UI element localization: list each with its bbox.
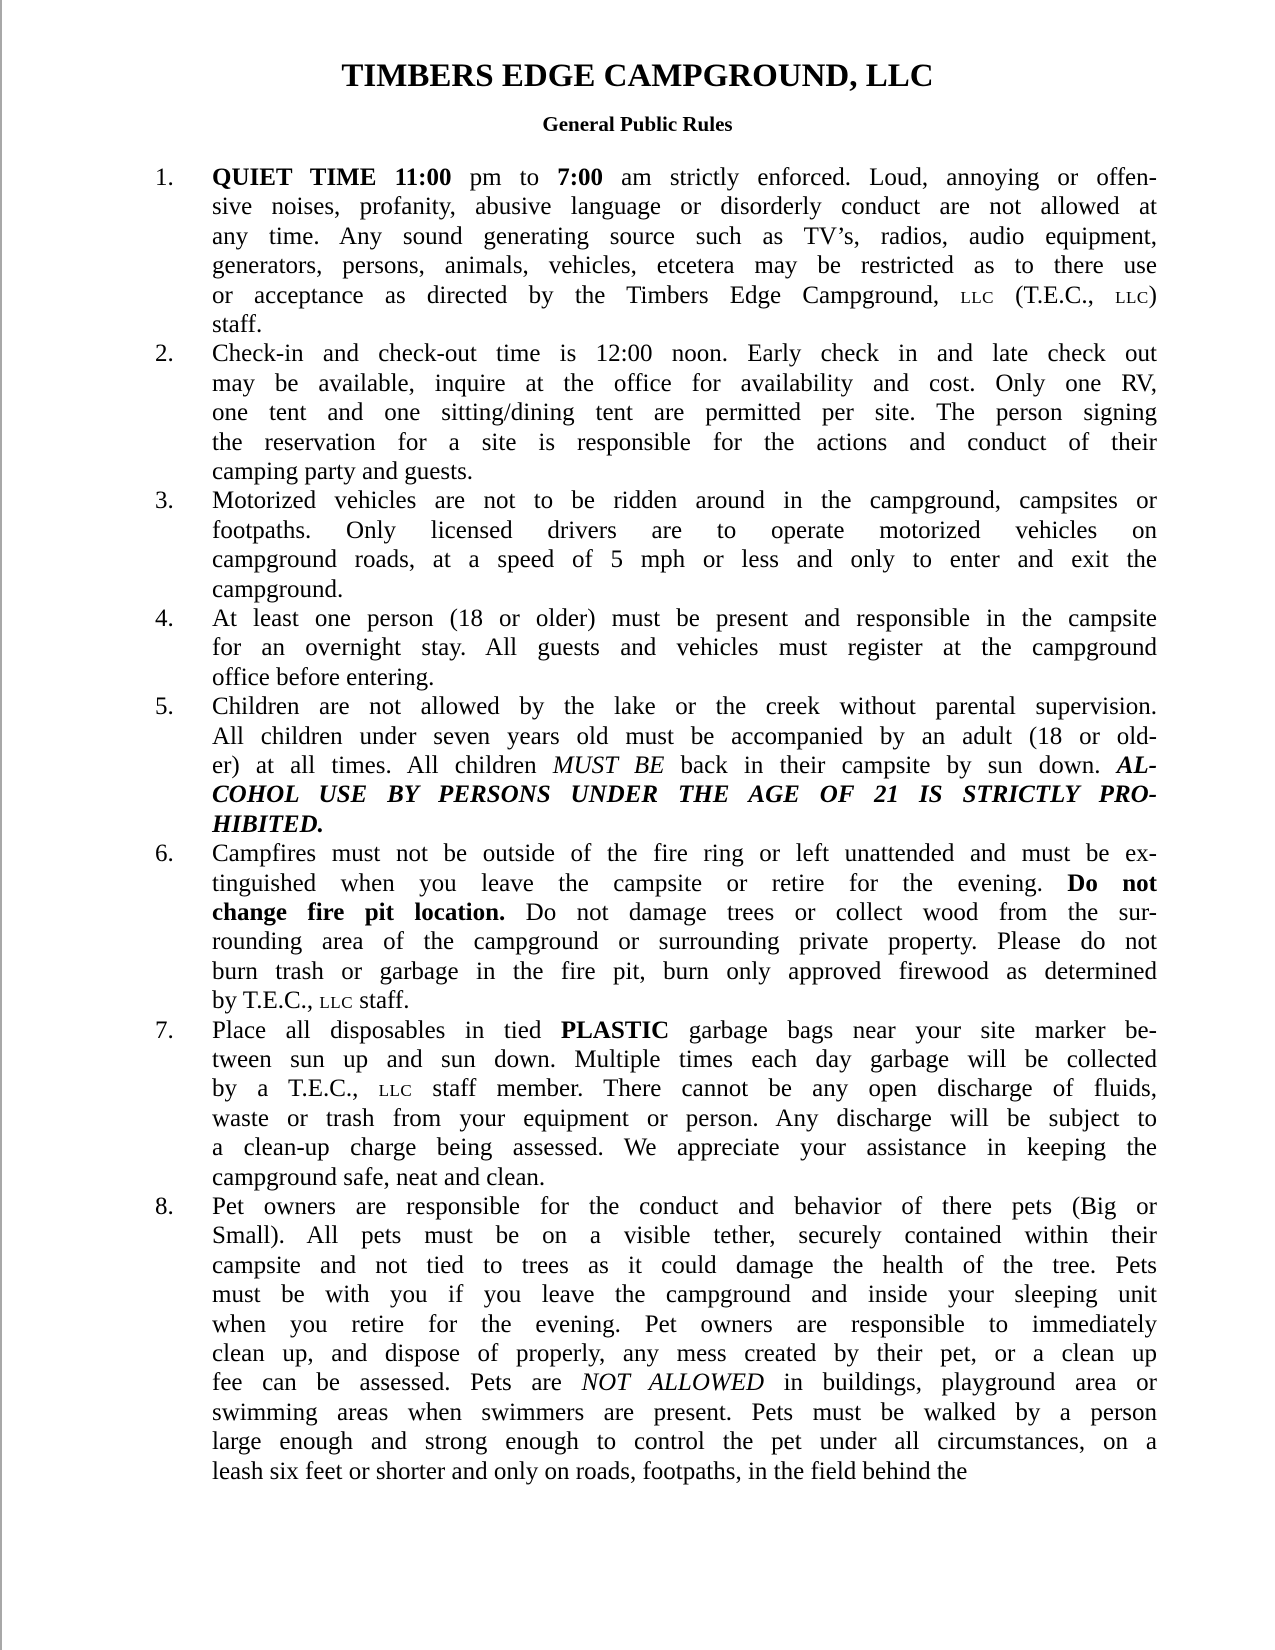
rule-text-segment: staff member. There cannot be any open discharge of fluids,: [412, 1075, 1157, 1103]
rule-text-segment: LLC: [960, 287, 994, 307]
rule-text-line: [212, 604, 1157, 634]
rule-text-segment: a clean-up charge being assessed. We appreciate your assistance in keeping the: [212, 1134, 1157, 1162]
rule-text-line: [212, 1074, 1157, 1104]
rule-text-line: [212, 398, 1157, 428]
rule-text-line: [212, 1016, 1157, 1046]
rule-text-line: [212, 369, 1157, 399]
rule-number: 3.: [155, 487, 174, 515]
rule-text-segment: waste or trash from your equipment or person. Any discharge will be subject to: [212, 1104, 1157, 1132]
rule-text-segment: footpaths. Only licensed drivers are to operate motorized vehicles on: [212, 516, 1157, 544]
rule-text-segment: COHOL USE BY PERSONS UNDER THE AGE OF 21 IS STRICTLY PRO-: [212, 781, 1157, 809]
rule-text-segment: by a T.E.C.,: [212, 1075, 379, 1103]
rule-text-segment: garbage bags near your site marker be-: [669, 1016, 1157, 1044]
rule-text-line: [212, 692, 1157, 722]
rule-text-line: [212, 927, 1157, 957]
rule-text-segment: camping party and guests.: [212, 458, 474, 485]
rule-text-segment: PLASTIC: [560, 1016, 670, 1044]
rule-text-segment: At least one person (18 or older) must be present and responsible in the campsite: [212, 605, 1157, 632]
document-title: TIMBERS EDGE CAMPGROUND, LLC: [341, 58, 934, 94]
rule-text-line: [212, 663, 1157, 693]
rule-text-line: [212, 428, 1157, 458]
rule-text-line: [212, 780, 1157, 810]
rule-text-segment: large enough and strong enough to control the pet under all circumstances, on a: [212, 1428, 1157, 1456]
rule-text-segment: staff.: [353, 987, 410, 1015]
rule-text-segment: ): [1148, 281, 1157, 309]
rule-number: 1.: [155, 164, 174, 191]
rule-text-segment: LLC: [378, 1081, 413, 1101]
rule-text-segment: in buildings, playground area or: [764, 1369, 1157, 1397]
rule-text-line: [212, 898, 1157, 928]
rule-text-segment: fee can be assessed. Pets are: [212, 1369, 582, 1397]
rule-text-segment: must be with you if you leave the campground and inside your sleeping unit: [212, 1281, 1157, 1309]
rule-text-segment: HIBITED.: [212, 810, 324, 838]
rule-text-segment: burn trash or garbage in the fire pit, burn only approved firewood as determined: [212, 957, 1157, 985]
rule-text-segment: (T.E.C.,: [993, 281, 1116, 309]
rule-number: 6.: [155, 840, 174, 868]
rule-text-segment: am strictly enforced. Loud, annoying or offen-: [603, 164, 1157, 191]
rule-text-segment: sive noises, profanity, abusive language or disorderly conduct are not allowed at: [212, 193, 1157, 221]
rule-text-segment: Check-in and check-out time is 12:00 noon. Early check in and late check out: [212, 340, 1157, 368]
rule-text-segment: may be available, inquire at the office for availability and cost. Only one RV,: [212, 369, 1157, 397]
rule-text-line: [212, 339, 1157, 369]
rule-text-segment: Campfires must not be outside of the fire ring or left unattended and must be ex-: [212, 840, 1157, 868]
rule-text-segment: generators, persons, animals, vehicles, etcetera may be restricted as to there use: [212, 252, 1157, 280]
rule-text-segment: Small). All pets must be on a visible tether, securely contained within their: [212, 1222, 1157, 1250]
rule-text-segment: Do not damage trees or collect wood from the sur-: [505, 899, 1158, 926]
rule-text-segment: change fire pit location.: [212, 899, 506, 926]
rule-text-segment: campground roads, at a speed of 5 mph or less and only to enter and exit the: [212, 546, 1157, 574]
document-subtitle: General Public Rules: [542, 112, 733, 136]
rule-text-segment: Motorized vehicles are not to be ridden around in the campground, campsites or: [212, 487, 1157, 515]
rule-text-line: [212, 1427, 1157, 1457]
rule-text-segment: pm to: [451, 164, 558, 191]
rule-text-segment: staff.: [212, 311, 263, 338]
rule-text-line: [212, 839, 1157, 869]
rule-number: 7.: [155, 1016, 174, 1044]
rule-text-segment: Do not: [1067, 869, 1157, 897]
rule-text-segment: office before entering.: [212, 663, 435, 691]
rule-text-segment: tinguished when you leave the campsite or retire for the evening.: [212, 869, 1068, 897]
rule-text-line: [212, 633, 1157, 663]
rule-text-line: [212, 1398, 1157, 1428]
rule-text-segment: campground.: [212, 575, 344, 603]
rule-text-segment: MUST BE: [552, 752, 665, 779]
rule-text-line: [212, 1339, 1157, 1369]
rule-text-line: [212, 1221, 1157, 1251]
rule-text-line: [212, 1104, 1157, 1134]
rule-text-line: [212, 163, 1157, 193]
rule-text-line: [212, 957, 1157, 987]
rule-text-line: [212, 1457, 1157, 1487]
rule-text-line: [212, 1310, 1157, 1340]
rule-text-segment: campground safe, neat and clean.: [212, 1163, 546, 1191]
rule-text-segment: QUIET TIME 11:00: [212, 164, 452, 191]
rule-text-line: [212, 310, 1157, 340]
rule-text-segment: leash six feet or shorter and only on roads, footpaths, in the field behind the: [212, 1457, 968, 1485]
rule-text-segment: one tent and one sitting/dining tent are permitted per site. The person signing: [212, 399, 1157, 427]
rule-text-segment: LLC: [319, 993, 354, 1013]
rule-text-line: [212, 545, 1157, 575]
rule-text-line: [212, 1192, 1157, 1222]
rule-text-line: [212, 575, 1157, 605]
page-left-border: [0, 0, 2, 1650]
rule-text-line: [212, 192, 1157, 222]
rule-text-line: [212, 1251, 1157, 1281]
rule-text-segment: Pet owners are responsible for the conduct and behavior of there pets (Big or: [212, 1193, 1157, 1220]
rule-text-segment: NOT ALLOWED: [581, 1369, 765, 1397]
rule-text-line: [212, 1163, 1157, 1193]
rule-text-line: [212, 751, 1157, 781]
rule-text-line: [212, 986, 1157, 1016]
rule-text-segment: Children are not allowed by the lake or the creek without parental supervision.: [212, 693, 1157, 721]
rule-text-segment: campsite and not tied to trees as it could damage the health of the tree. Pets: [212, 1251, 1157, 1279]
rule-number: 4.: [155, 605, 174, 632]
rule-text-segment: when you retire for the evening. Pet owners are responsible to immediately: [212, 1310, 1157, 1338]
rule-text-line: [212, 1368, 1157, 1398]
rule-text-segment: or acceptance as directed by the Timbers Edge Campground,: [212, 281, 961, 309]
rule-text-line: [212, 722, 1157, 752]
rule-text-segment: by T.E.C.,: [212, 987, 320, 1015]
rule-text-line: [212, 869, 1157, 899]
rule-text-segment: the reservation for a site is responsible for the actions and conduct of their: [212, 428, 1157, 456]
rule-text-line: [212, 1280, 1157, 1310]
rule-number: 8.: [155, 1193, 174, 1220]
rule-text-segment: tween sun up and sun down. Multiple times each day garbage will be collected: [212, 1046, 1157, 1073]
rule-number: 2.: [155, 340, 174, 368]
rule-text-line: [212, 222, 1157, 252]
rule-text-line: [212, 810, 1157, 840]
rule-text-line: [212, 516, 1157, 546]
rule-text-segment: rounding area of the campground or surrounding private property. Please do not: [212, 928, 1157, 956]
rule-number: 5.: [155, 693, 174, 721]
rule-text-segment: 7:00: [557, 164, 604, 191]
rule-text-line: [212, 1133, 1157, 1163]
rule-text-segment: All children under seven years old must be accompanied by an adult (18 or old-: [212, 722, 1157, 750]
rule-text-line: [212, 457, 1157, 487]
rule-text-segment: Place all disposables in tied: [212, 1016, 561, 1044]
rule-text-segment: any time. Any sound generating source such as TV’s, radios, audio equipment,: [212, 222, 1157, 250]
rule-text-line: [212, 486, 1157, 516]
rule-text-line: [212, 251, 1157, 281]
rule-text-segment: for an overnight stay. All guests and vehicles must register at the campground: [212, 634, 1157, 662]
rule-text-segment: back in their campsite by sun down.: [664, 752, 1117, 779]
rule-text-segment: LLC: [1115, 287, 1149, 307]
rule-text-line: [212, 281, 1157, 311]
rule-text-segment: er) at all times. All children: [212, 752, 553, 779]
rule-text-segment: clean up, and dispose of properly, any mess created by their pet, or a clean up: [212, 1340, 1157, 1367]
rule-text-segment: AL-: [1116, 752, 1157, 779]
rule-text-line: [212, 1045, 1157, 1075]
rule-text-segment: swimming areas when swimmers are present. Pets must be walked by a person: [212, 1398, 1157, 1426]
